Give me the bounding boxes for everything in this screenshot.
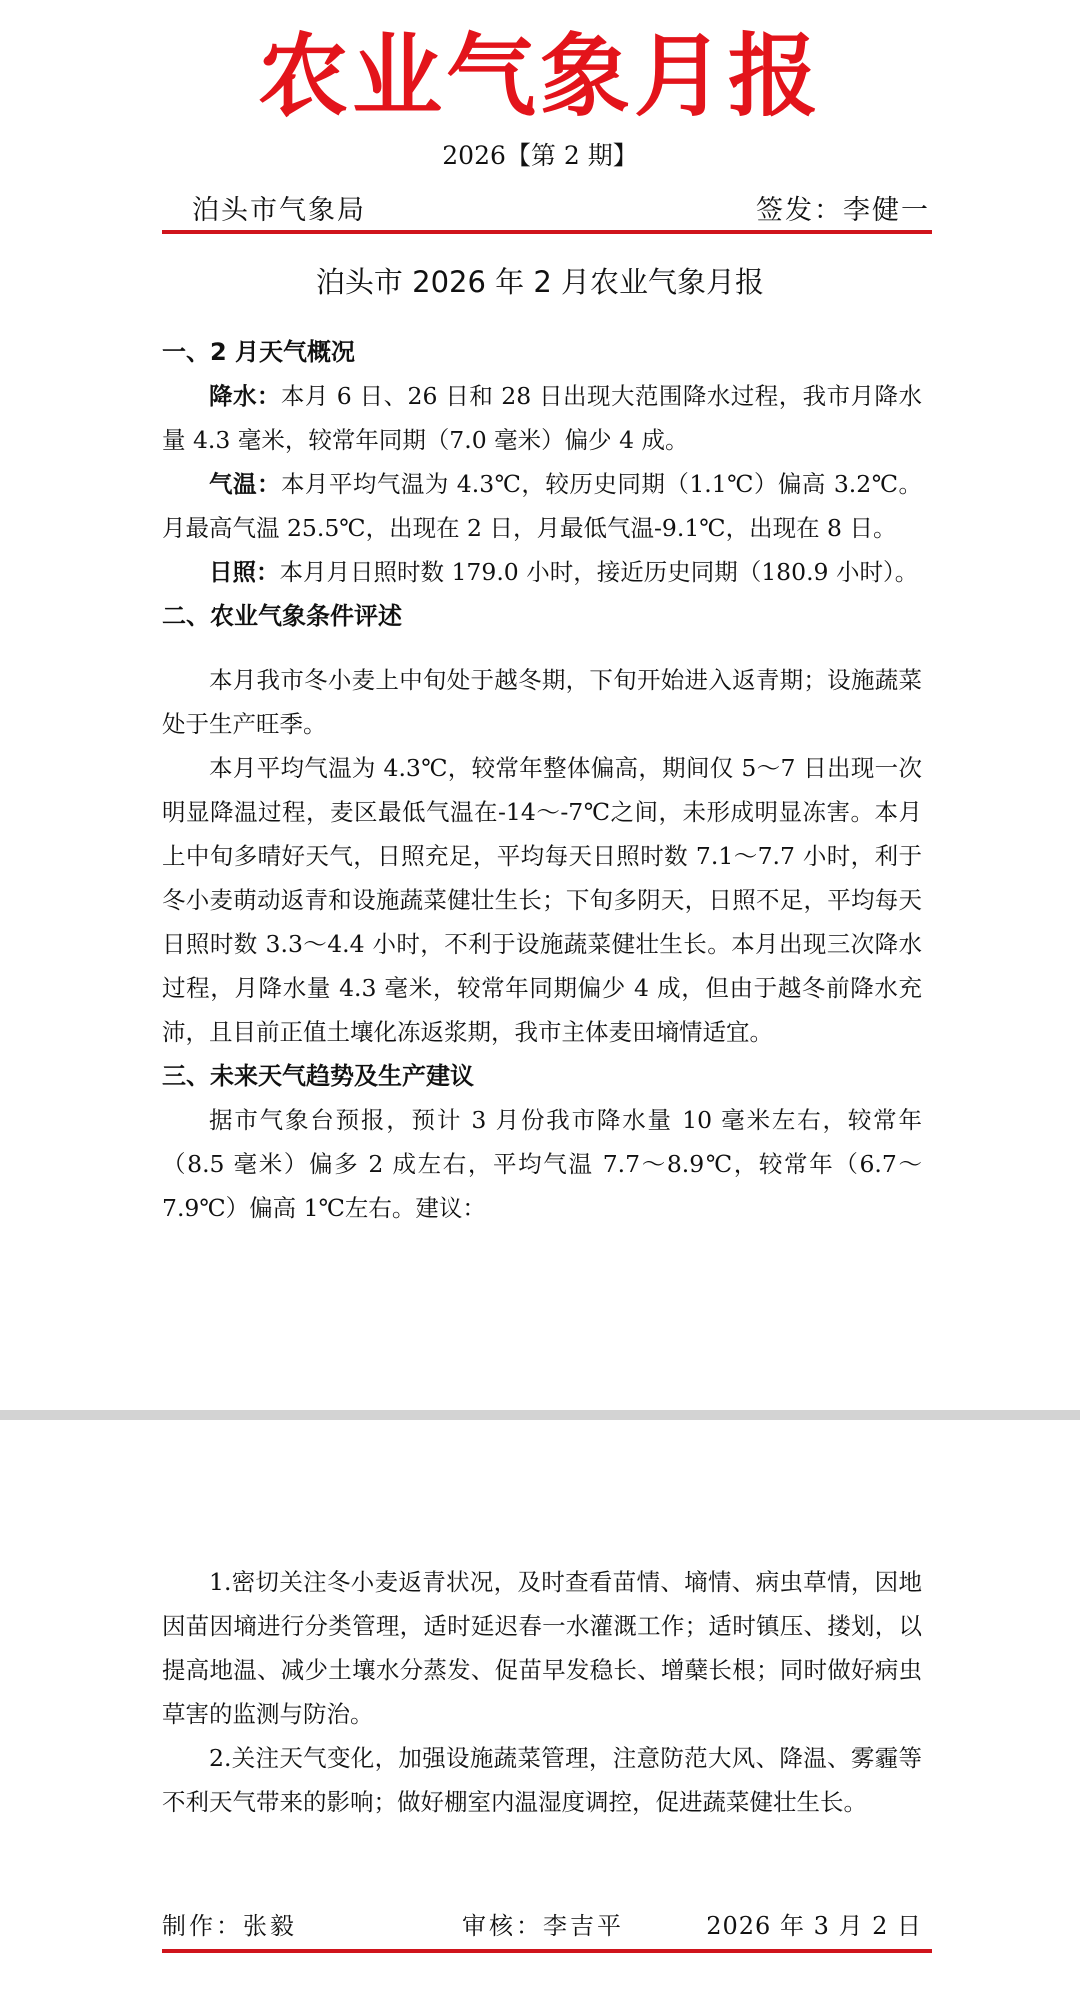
conditions-paragraph-1: 本月我市冬小麦上中旬处于越冬期，下旬开始进入返青期；设施蔬菜处于生产旺季。 — [162, 666, 922, 738]
issuer-name: 泊头市气象局 — [192, 195, 366, 226]
masthead-title: 农业气象月报 — [258, 24, 822, 129]
precipitation-paragraph — [162, 374, 922, 462]
precipitation-text: 本月 6 日、26 日和 28 日出现大范围降水过程，我市月降水量 4.3 毫米，较常年同期（7.0 毫米）偏少 4 成。 — [162, 382, 923, 454]
issue-number: 2026【第 2 期】 — [442, 141, 638, 170]
section-heading-forecast: 三、未来天气趋势及生产建议 — [162, 1062, 474, 1090]
report-body — [162, 330, 922, 1230]
temperature-text: 本月平均气温为 4.3℃，较历史同期（1.1℃）偏高 3.2℃。月最高气温 25.5℃，出现在 2 日，月最低气温-9.1℃，出现在 8 日。 — [162, 470, 922, 542]
maker-name: 制作：张毅 — [162, 1912, 297, 1940]
forecast-paragraph: 据市气象台预报，预计 3 月份我市降水量 10 毫米左右，较常年（8.5 毫米）偏多 2 成左右，平均气温 7.7～8.9℃，较常年（6.7～7.9℃）偏高 1℃左右。建议： — [162, 1106, 922, 1222]
report-page-2 — [0, 1420, 1080, 1995]
signer-name: 签发：李健一 — [756, 195, 930, 226]
section-heading-conditions: 二、农业气象条件评述 — [162, 602, 402, 630]
spacer — [162, 638, 922, 658]
temperature-label: 气温： — [209, 470, 281, 498]
section-heading-weather: 一、2 月天气概况 — [162, 338, 356, 366]
issue-date: 2026 年 3 月 2 日 — [706, 1912, 922, 1940]
suggestion-item-2: 2.关注天气变化，加强设施蔬菜管理，注意防范大风、降温、雾霾等不利天气带来的影响；做好棚室内温湿度调控，促进蔬菜健壮生长。 — [162, 1744, 922, 1816]
document-title: 泊头市 2026 年 2 月农业气象月报 — [315, 265, 765, 299]
page-separator — [0, 1410, 1080, 1420]
sunshine-text: 本月月日照时数 179.0 小时，接近历史同期（180.9 小时）。 — [279, 558, 919, 586]
sunshine-paragraph — [162, 550, 922, 594]
suggestion-item-1: 1.密切关注冬小麦返青状况，及时查看苗情、墒情、病虫草情，因地因苗因墒进行分类管理，适时延迟春一水灌溉工作；适时镇压、搂划，以提高地温、减少土壤水分蒸发、促苗早发稳长、增蘖长根；同时做好病虫草害的监测与防治。 — [162, 1568, 922, 1728]
precipitation-label: 降水： — [209, 382, 281, 410]
suggestions-body — [162, 1560, 922, 1824]
temperature-paragraph — [162, 462, 922, 550]
footer — [162, 1908, 922, 1948]
header-divider — [162, 230, 932, 234]
conditions-paragraph-2: 本月平均气温为 4.3℃，较常年整体偏高，期间仅 5～7 日出现一次明显降温过程，麦区最低气温在-14～-7℃之间，未形成明显冻害。本月上中旬多晴好天气，日照充足，平均每天日照时数 7.1～7.7 小时，利于冬小麦萌动返青和设施蔬菜健壮生长；下旬多阴天，日照不足，平均每天日照时数 3.3～4.4 小时，不利于设施蔬菜健壮生长。本月出现三次降水过程，月降水量 4.3 毫米，较常年同期偏少 4 成，但由于越冬前降水充沛，且目前正值土壤化冻返浆期，我市主体麦田墒情适宜。 — [162, 754, 922, 1046]
reviewer-name: 审核：李吉平 — [462, 1912, 624, 1940]
sunshine-label: 日照： — [209, 558, 280, 586]
footer-divider — [162, 1949, 932, 1953]
